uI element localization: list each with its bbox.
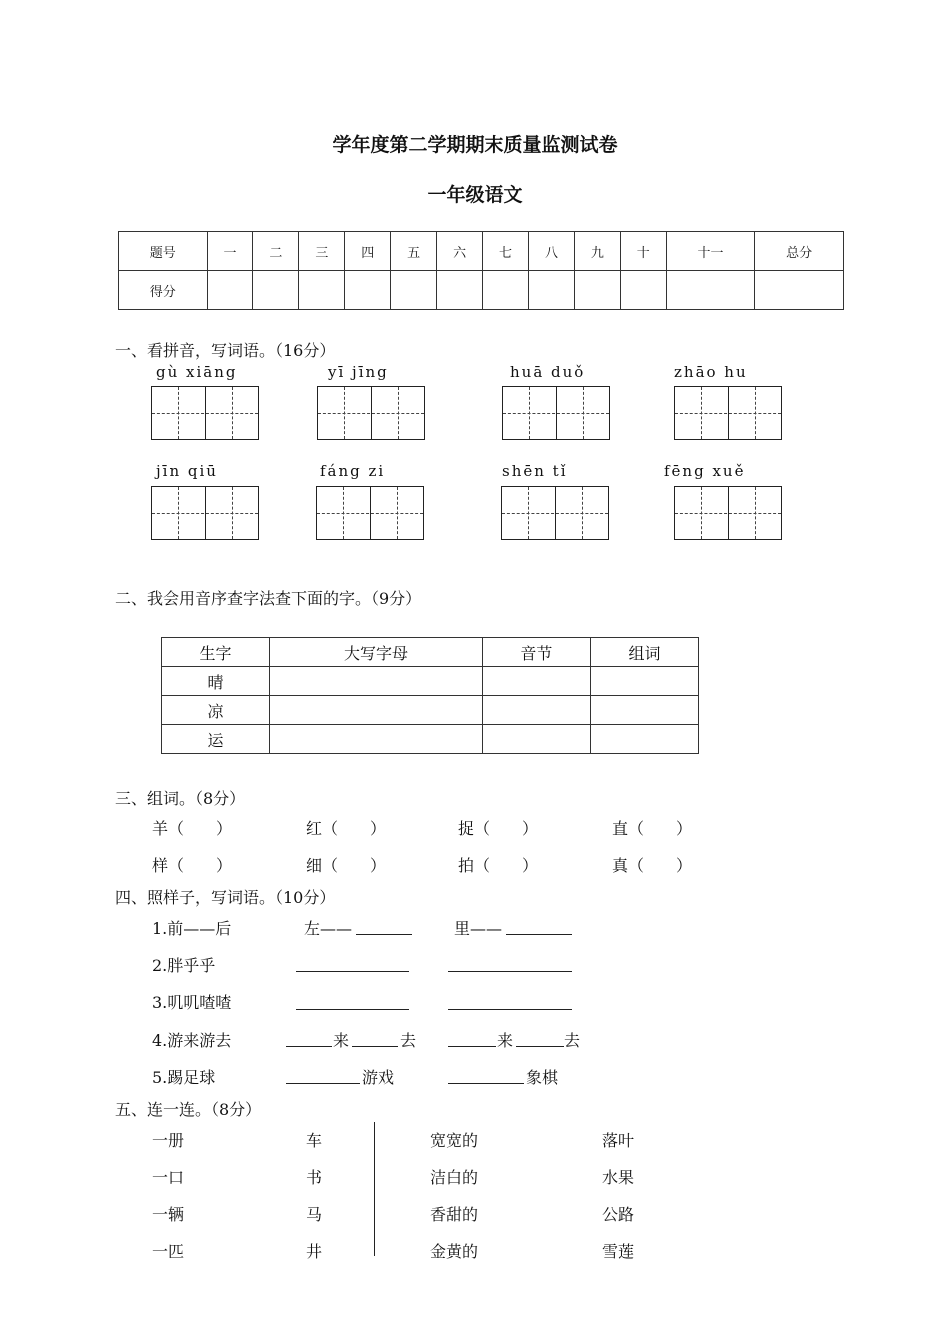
score-blank[interactable]: [574, 271, 620, 310]
tianzige-box[interactable]: [317, 386, 425, 440]
answer-cell[interactable]: [590, 725, 698, 754]
score-cell: 八: [528, 232, 574, 271]
score-cell: 二: [253, 232, 299, 271]
pinyin-label: shēn tǐ: [502, 462, 568, 480]
match-item[interactable]: 车: [306, 1131, 323, 1150]
tianzige-box[interactable]: [502, 386, 610, 440]
score-cell: 总分: [755, 232, 844, 271]
answer-line[interactable]: [286, 1046, 332, 1047]
word-group-item: 捉（ ）: [458, 819, 539, 838]
example-word: 3.叽叽喳喳: [152, 993, 232, 1012]
score-cell: 十一: [666, 232, 755, 271]
pinyin-label: fēng xuě: [664, 462, 746, 480]
answer-cell[interactable]: [482, 667, 590, 696]
lookup-char: 运: [162, 725, 270, 754]
prompt-text: 象棋: [526, 1068, 559, 1087]
answer-cell[interactable]: [482, 696, 590, 725]
prompt-text: 里——: [454, 919, 503, 938]
word-group-item: 羊（ ）: [152, 819, 233, 838]
word-group-item: 直（ ）: [612, 819, 693, 838]
example-word: 4.游来游去: [152, 1031, 232, 1050]
section-1-heading: 一、看拼音，写词语。（16分）: [115, 341, 336, 360]
prompt-text: 来: [497, 1031, 514, 1050]
score-blank[interactable]: [253, 271, 299, 310]
lookup-header: 大写字母: [270, 638, 483, 667]
score-table-score-row: [119, 271, 844, 310]
answer-cell[interactable]: [270, 725, 483, 754]
lookup-header: 生字: [162, 638, 270, 667]
prompt-text: 去: [564, 1031, 581, 1050]
word-group-item: 细（ ）: [306, 856, 387, 875]
answer-line[interactable]: [448, 1083, 524, 1084]
pinyin-label: yī jīng: [328, 363, 389, 381]
match-item[interactable]: 水果: [602, 1168, 635, 1187]
match-item[interactable]: 落叶: [602, 1131, 635, 1150]
answer-line[interactable]: [516, 1046, 564, 1047]
score-blank[interactable]: [666, 271, 755, 310]
section-4-heading: 四、照样子，写词语。（10分）: [115, 888, 336, 907]
answer-line[interactable]: [286, 1083, 360, 1084]
score-blank[interactable]: [437, 271, 483, 310]
score-blank[interactable]: [345, 271, 391, 310]
answer-cell[interactable]: [590, 696, 698, 725]
tianzige-box[interactable]: [151, 386, 259, 440]
score-blank[interactable]: [620, 271, 666, 310]
score-cell: 四: [345, 232, 391, 271]
answer-line[interactable]: [448, 971, 572, 972]
score-blank[interactable]: [299, 271, 345, 310]
word-group-item: 真（ ）: [612, 856, 693, 875]
answer-line[interactable]: [296, 1009, 409, 1010]
pinyin-label: fáng zi: [320, 462, 386, 480]
match-item[interactable]: 一口: [152, 1168, 185, 1187]
score-blank[interactable]: [755, 271, 844, 310]
table-row: [162, 725, 699, 754]
match-item[interactable]: 宽宽的: [430, 1131, 479, 1150]
score-blank[interactable]: [483, 271, 529, 310]
answer-line[interactable]: [296, 971, 409, 972]
answer-line[interactable]: [448, 1009, 572, 1010]
score-blank[interactable]: [207, 271, 253, 310]
match-item[interactable]: 雪莲: [602, 1242, 635, 1261]
pinyin-label: huā duǒ: [510, 363, 586, 381]
lookup-table: [161, 637, 699, 754]
example-word: 5.踢足球: [152, 1068, 216, 1087]
prompt-text: 来: [333, 1031, 350, 1050]
lookup-char: 凉: [162, 696, 270, 725]
prompt-text: 去: [400, 1031, 417, 1050]
answer-cell[interactable]: [270, 667, 483, 696]
section-5-heading: 五、连一连。（8分）: [115, 1100, 262, 1119]
match-item[interactable]: 金黄的: [430, 1242, 479, 1261]
pinyin-label: zhāo hu: [674, 363, 748, 381]
word-group-item: 拍（ ）: [458, 856, 539, 875]
table-row: [162, 696, 699, 725]
prompt-text: 游戏: [362, 1068, 395, 1087]
lookup-header: 音节: [482, 638, 590, 667]
answer-cell[interactable]: [590, 667, 698, 696]
score-table-header-row: [119, 232, 844, 271]
example-word: 1.前——后: [152, 919, 232, 938]
match-item[interactable]: 公路: [602, 1205, 635, 1224]
lookup-char: 晴: [162, 667, 270, 696]
prompt-text: 左——: [304, 919, 353, 938]
answer-line[interactable]: [352, 1046, 398, 1047]
page-title: 学年度第二学期期末质量监测试卷: [332, 134, 618, 156]
lookup-header-row: [162, 638, 699, 667]
score-cell: 九: [574, 232, 620, 271]
score-cell: 七: [483, 232, 529, 271]
score-blank[interactable]: [391, 271, 437, 310]
tianzige-box[interactable]: [674, 486, 782, 540]
score-cell: 题号: [119, 232, 208, 271]
example-word: 2.胖乎乎: [152, 956, 216, 975]
score-cell: 五: [391, 232, 437, 271]
section-3-heading: 三、组词。（8分）: [115, 789, 246, 808]
match-item[interactable]: 一辆: [152, 1205, 185, 1224]
match-item[interactable]: 洁白的: [430, 1168, 479, 1187]
score-cell: 十: [620, 232, 666, 271]
answer-cell[interactable]: [270, 696, 483, 725]
tianzige-box[interactable]: [674, 386, 782, 440]
tianzige-box[interactable]: [316, 486, 424, 540]
answer-line[interactable]: [356, 934, 412, 935]
answer-line[interactable]: [506, 934, 572, 935]
pinyin-label: gù xiāng: [156, 363, 238, 381]
score-table: [118, 231, 844, 310]
lookup-header: 组词: [590, 638, 698, 667]
match-item[interactable]: 一匹: [152, 1242, 185, 1261]
match-item[interactable]: 香甜的: [430, 1205, 479, 1224]
divider-line: [374, 1122, 375, 1256]
answer-cell[interactable]: [482, 725, 590, 754]
word-group-item: 样（ ）: [152, 856, 233, 875]
match-item[interactable]: 井: [306, 1242, 323, 1261]
section-2-heading: 二、我会用音序查字法查下面的字。（9分）: [115, 589, 422, 608]
match-item[interactable]: 马: [306, 1205, 323, 1224]
tianzige-box[interactable]: [151, 486, 259, 540]
answer-line[interactable]: [448, 1046, 496, 1047]
pinyin-label: jīn qiū: [156, 462, 218, 480]
score-cell: 一: [207, 232, 253, 271]
page-subtitle: 一年级语文: [427, 184, 523, 206]
score-cell: 六: [437, 232, 483, 271]
score-cell: 三: [299, 232, 345, 271]
match-item[interactable]: 一册: [152, 1131, 185, 1150]
table-row: [162, 667, 699, 696]
score-blank[interactable]: [528, 271, 574, 310]
tianzige-box[interactable]: [501, 486, 609, 540]
word-group-item: 红（ ）: [306, 819, 387, 838]
score-label: 得分: [119, 271, 208, 310]
match-item[interactable]: 书: [306, 1168, 323, 1187]
